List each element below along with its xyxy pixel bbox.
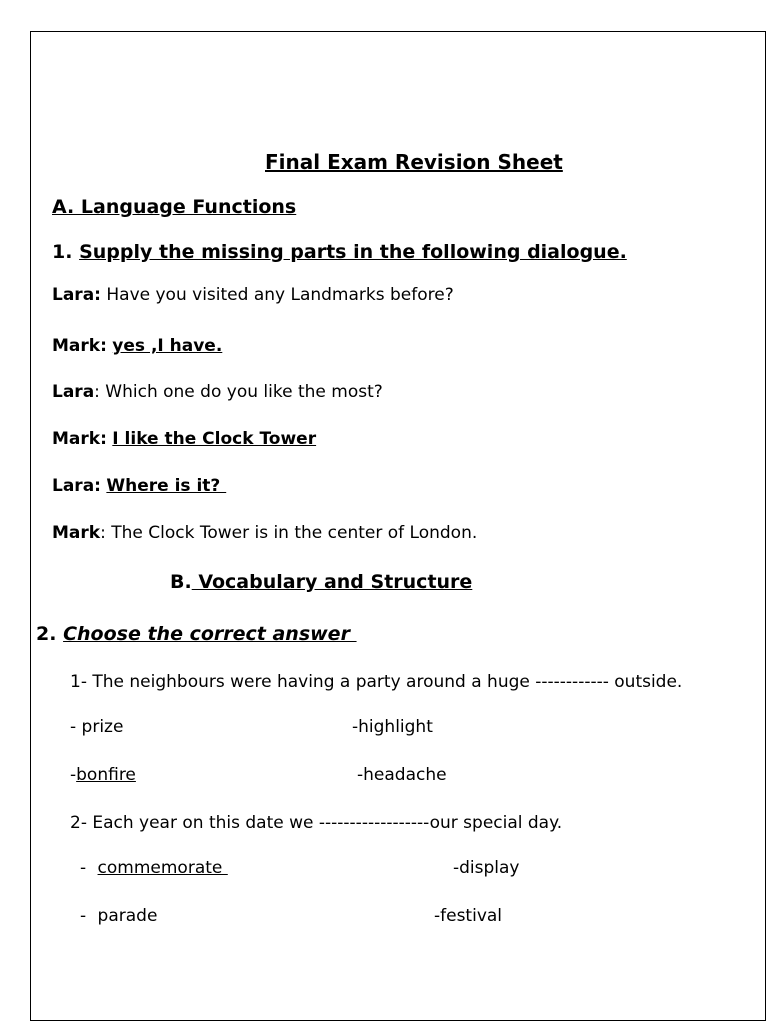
- item-1-option-highlight: -highlight: [352, 717, 433, 737]
- question-2-text: Choose the correct answer: [63, 623, 357, 645]
- dialogue-answer: yes ,I have.: [112, 336, 223, 356]
- item-2-option-display: -display: [453, 858, 520, 878]
- item-1-option-bonfire: [70, 767, 136, 784]
- item-1-option-prize: - prize: [70, 717, 124, 737]
- option-dash: -: [80, 858, 87, 878]
- correct-answer: commemorate: [97, 858, 228, 878]
- dialogue-line-2: [52, 338, 222, 355]
- dialogue-answer: Where is it?: [106, 476, 227, 496]
- dialogue-line-5: [52, 478, 226, 495]
- item-1-question: 1- The neighbours were having a party around a huge ------------ outside.: [70, 672, 683, 692]
- option-text: parade: [97, 906, 158, 926]
- dialogue-line-3: [52, 384, 383, 401]
- dialogue-line-1: [52, 287, 454, 304]
- section-b-title: Vocabulary and Structure: [191, 571, 473, 593]
- dialogue-text: : The Clock Tower is in the center of London.: [100, 523, 478, 543]
- dialogue-speaker: Mark:: [52, 429, 107, 449]
- dialogue-line-4: [52, 431, 316, 448]
- item-2-option-festival: -festival: [434, 906, 503, 926]
- question-2-number: 2.: [36, 623, 57, 645]
- dialogue-text: : Which one do you like the most?: [94, 382, 383, 402]
- dialogue-text: Have you visited any Landmarks before?: [100, 285, 454, 305]
- item-1-option-headache: -headache: [357, 765, 447, 785]
- item-2-question: 2- Each year on this date we ------------------our special day.: [70, 813, 563, 833]
- question-1: [52, 243, 627, 262]
- option-dash: -: [70, 765, 77, 785]
- dialogue-line-6: [52, 525, 477, 542]
- option-dash: -: [80, 906, 87, 926]
- dialogue-speaker: Lara:: [52, 285, 101, 305]
- question-2: [36, 625, 357, 644]
- section-a-heading: A. Language Functions: [52, 196, 297, 218]
- question-1-number: 1.: [52, 241, 73, 263]
- section-b-heading: [170, 573, 472, 592]
- correct-answer: bonfire: [76, 765, 136, 785]
- dialogue-speaker: Lara:: [52, 476, 101, 496]
- dialogue-answer: I like the Clock Tower: [112, 429, 317, 449]
- dialogue-speaker: Lara: [52, 382, 95, 402]
- page-title: Final Exam Revision Sheet: [265, 150, 563, 174]
- item-2-option-commemorate: [80, 860, 228, 877]
- item-2-option-parade: [80, 908, 157, 925]
- section-b-prefix: B.: [170, 571, 192, 593]
- dialogue-speaker: Mark:: [52, 336, 107, 356]
- dialogue-speaker: Mark: [52, 523, 101, 543]
- question-1-text: Supply the missing parts in the following dialogue.: [79, 241, 627, 263]
